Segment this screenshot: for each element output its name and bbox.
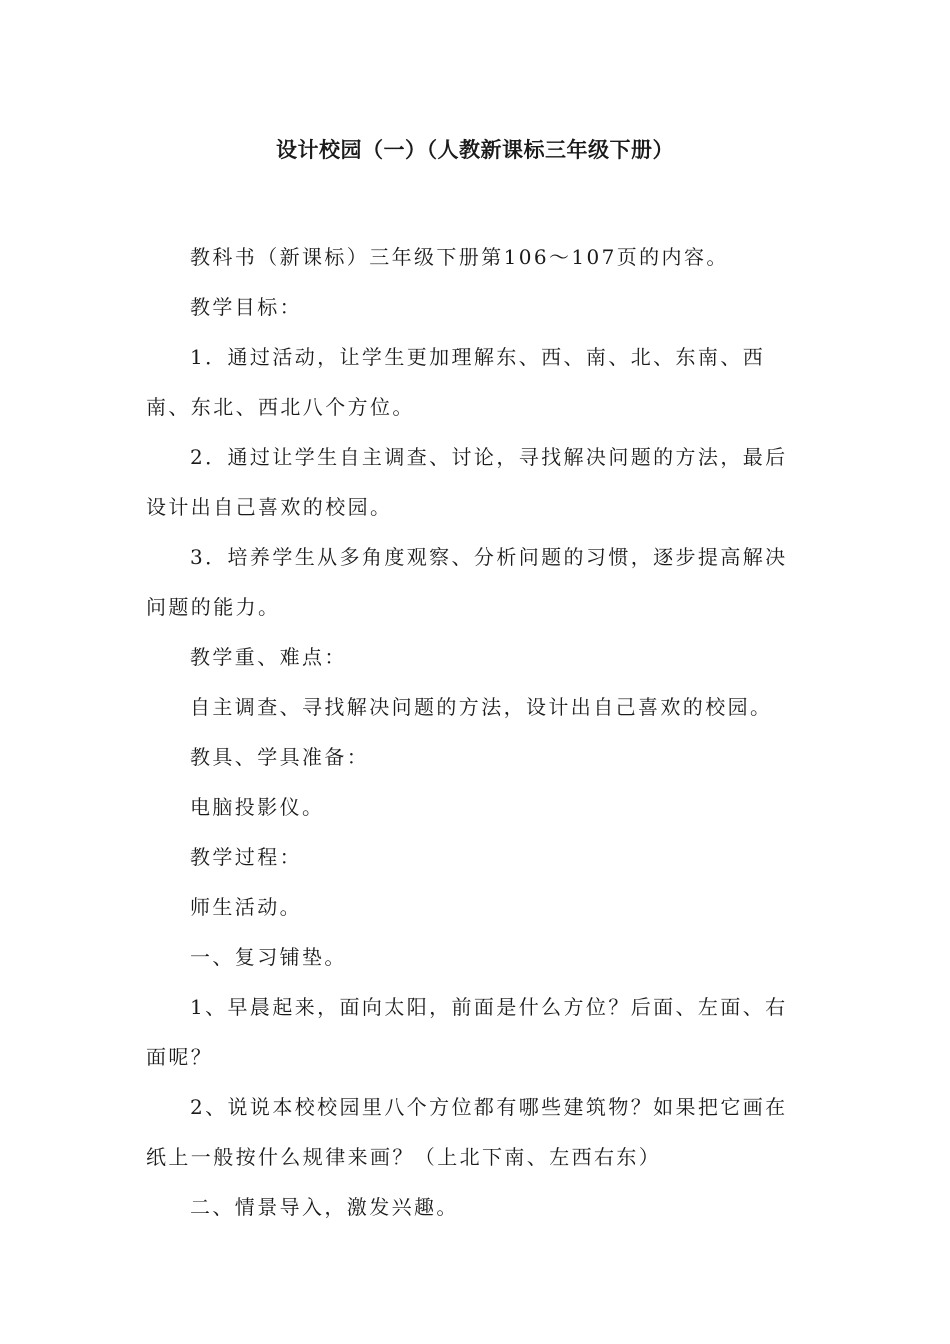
section-review: 一、复习铺垫。 — [190, 945, 347, 969]
review-question-1: 1、早晨起来，面向太阳，前面是什么方位？后面、左面、右面呢？ — [146, 995, 788, 1069]
document-title: 设计校园（一）（人教新课标三年级下册） — [276, 138, 674, 162]
section-scenario-intro: 二、情景导入，激发兴趣。 — [190, 1195, 459, 1219]
key-points-text: 自主调查、寻找解决问题的方法，设计出自己喜欢的校园。 — [190, 695, 773, 719]
document-body — [146, 232, 806, 1232]
review-question-2: 2、说说本校校园里八个方位都有哪些建筑物？如果把它画在纸上一般按什么规律来画？（上北下南、左西右东） — [146, 1095, 788, 1169]
paragraph-textbook-pages: 教科书（新课标）三年级下册第106～107页的内容。 — [190, 245, 729, 269]
goal-item-1: 1．通过活动，让学生更加理解东、西、南、北、东南、西南、东北、西北八个方位。 — [146, 345, 766, 419]
process-activity: 师生活动。 — [190, 895, 302, 919]
heading-materials: 教具、学具准备： — [190, 745, 370, 769]
goal-item-2: 2．通过让学生自主调查、讨论，寻找解决问题的方法，最后设计出自己喜欢的校园。 — [146, 445, 788, 519]
heading-process: 教学过程： — [190, 845, 302, 869]
goal-item-3: 3．培养学生从多角度观察、分析问题的习惯，逐步提高解决问题的能力。 — [146, 545, 788, 619]
heading-teaching-goals: 教学目标： — [190, 295, 302, 319]
materials-text: 电脑投影仪。 — [190, 795, 325, 819]
heading-key-points: 教学重、难点： — [190, 645, 347, 669]
